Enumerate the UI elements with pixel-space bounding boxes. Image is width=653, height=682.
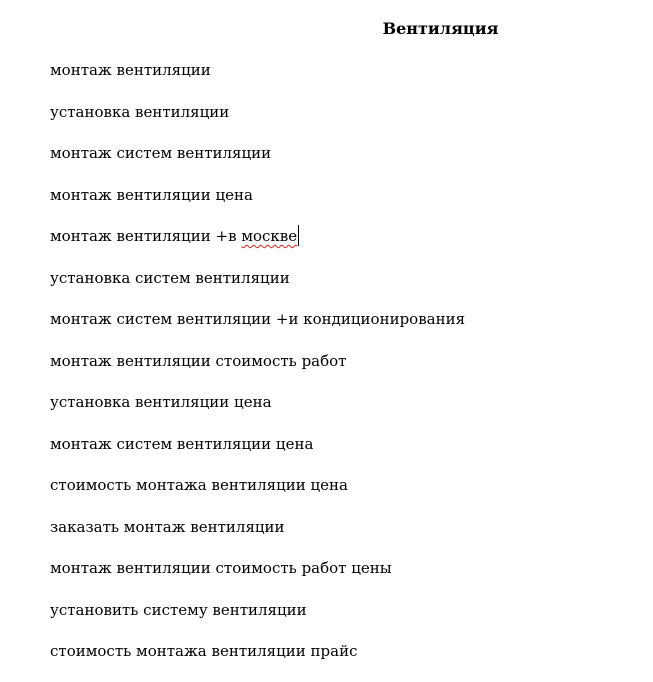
list-item[interactable]: заказать монтаж вентиляции (50, 517, 285, 536)
list-item[interactable]: монтаж вентиляции цена (50, 185, 253, 204)
list-item[interactable]: монтаж вентиляции стоимость работ цены (50, 559, 392, 577)
list-item[interactable]: стоимость монтажа вентиляции прайс (50, 642, 358, 660)
list-item[interactable]: установить систему вентиляции (50, 600, 307, 619)
list-item[interactable]: монтаж вентиляции (50, 61, 211, 79)
list-item[interactable]: монтаж систем вентиляции (50, 144, 272, 162)
list-item[interactable]: монтаж систем вентиляции цена (50, 434, 314, 453)
text-cursor (298, 225, 299, 246)
list-item[interactable]: установка вентиляции (50, 102, 230, 121)
list-item[interactable]: монтаж вентиляции стоимость работ (50, 351, 347, 370)
list-item-text: монтаж вентиляции +в (50, 227, 237, 245)
list-item[interactable]: стоимость монтажа вентиляции цена (50, 476, 348, 494)
misspelled-word[interactable]: москве (241, 227, 298, 245)
list-item[interactable]: установка вентиляции цена (50, 393, 272, 411)
keyword-list (50, 59, 465, 682)
list-item-with-cursor[interactable] (50, 225, 465, 267)
document-title: Вентиляция (382, 19, 499, 38)
list-item[interactable]: установка систем вентиляции (50, 268, 290, 287)
list-item[interactable]: монтаж систем вентиляции +и кондиционирования (50, 310, 466, 328)
